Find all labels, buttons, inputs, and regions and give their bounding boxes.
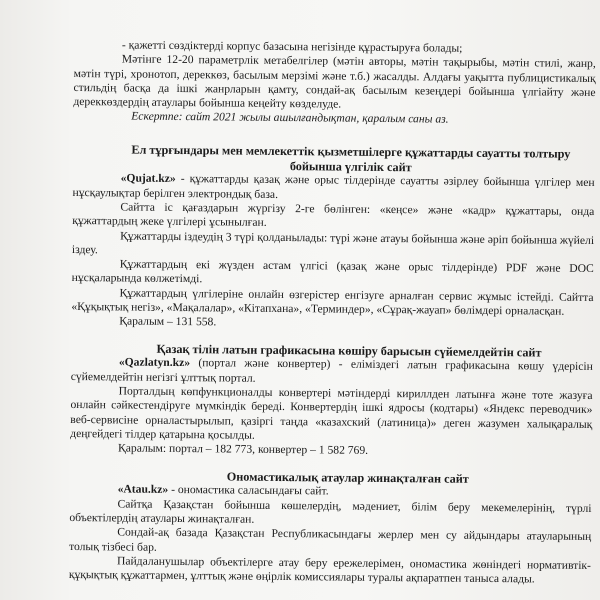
views-count: Қаралым: портал – 182 773, конвертер – 1 582 769. bbox=[118, 441, 369, 458]
section-qujat bbox=[71, 142, 595, 334]
views-count: Қаралым – 131 558. bbox=[119, 314, 217, 329]
section-paragraph: Құжаттардың екі жүзден астам үлгісі (қазақ және орыс тілдерінде) PDF және DOC нұсқаларында көлжетімді. bbox=[71, 257, 594, 286]
document-body bbox=[69, 38, 596, 587]
site-description: - құжаттарды қазақ және орыс тілдерінде сауатты әзірлеу бойынша үлгілер мен нұсқаулықтар берілген электрондық база. bbox=[72, 172, 595, 201]
site-name: «Qazlatyn.kz» bbox=[118, 355, 191, 370]
intro-paragraph: Мәтінге 12-20 параметрлік метабелгілер (мәтін авторы, мәтін тақырыбы, мәтін стилі, жанр, мәтін түрі, хронотоп, дереккөз, басылым мерзімі және т.б.) жасалды. Алдағы уақытта публицистикалық стильдің басқа да ішкі жанрларын қамту, сондай-ақ басылым кезеңдері бойынша үлгіайту және дереккөздердің атаулары бойынша кеңейту көзделуде. bbox=[73, 52, 596, 111]
intro-note: Ескертпе: сайт 2021 жылы ашылғандықтан, қаралым саны аз. bbox=[131, 110, 449, 127]
section-heading: Ел тұрғындары мен мемлекеттік қызметшілерге құжаттарды сауатты толтыру бойынша үлгілік сайт bbox=[131, 142, 571, 174]
intro-bullet: - қажетті сөздіктерді корпус базасына негізінде құрастыруға болады; bbox=[121, 38, 463, 55]
section-paragraph: Құжаттардың үлгілеріне онлайн өзгерістер енгізуге арналған сервис жұмыс істейді. Сайтта «Құқықтық негіз», «Мақалалар», «Кітапхана», «Терминдер», «Сұрақ-жауап» бөлімдері орналасқан. bbox=[71, 286, 594, 318]
site-name: «Atau.kz» bbox=[117, 482, 169, 497]
section-qazlatyn bbox=[70, 341, 593, 461]
section-paragraph: Сайтқа Қазақстан бойынша көшелердің, мәдениет, білім беру мекемелерінің, түрлі объектілердің атаулары жинақталған. bbox=[69, 497, 592, 526]
section-paragraph: Құжаттарды іздеудің 3 түрі қолданылады: түрі және атауы бойынша және әріп бойынша жүйелі іздеу. bbox=[71, 229, 595, 257]
section-paragraph: Пайдаланушылар объектілерге атау беру ережелерімен, ономастика жөніндегі нормативтік-құқықтық құжаттармен, ұлттық және өңірлік комиссиялары туралы ақпаратпен таныса алады. bbox=[68, 554, 592, 586]
site-name: «Qujat.kz» bbox=[120, 171, 176, 186]
section-heading: Қазақ тілін латын графикасына көшіру барысын сүйемелдейтін сайт bbox=[156, 341, 542, 360]
site-description: (портал және конвертер) - еліміздегі латын графикасына көшу үдерісін сүйемелдейтін негізгі ұлттық портал. bbox=[70, 356, 593, 385]
site-description: - ономастика саласындағы сайт. bbox=[168, 483, 329, 498]
section-heading: Ономастикалық атаулар жинақталған сайт bbox=[226, 469, 469, 486]
section-paragraph: Порталдың көпфункционалды конвертері мәтіндерді кириллден латынға және тоте жазуға онлайн сәйкестендіруге мүмкіндік береді. Конвертердің ішкі ядросы (кодтары) «Яндекс переводчик» веб-сервисіне орналастырылып, қазіргі таңда «казахский (латиница)» деген жазумен халықаралық деңгейдегі тілдер қатарына қосылды. bbox=[70, 384, 593, 442]
section-atau bbox=[69, 467, 592, 587]
section-paragraph: Сайтта іс қағаздарын жүргізу 2-ге бөлінген: «кеңсе» және «кадр» құжаттары, онда құжаттардың жеке үлгілері ұсынылған. bbox=[72, 200, 595, 230]
section-paragraph: Сондай-ақ базада Қазақстан Республикасындағы жерлер мен су айдындары атауларының толық тізбесі бар. bbox=[69, 525, 592, 554]
